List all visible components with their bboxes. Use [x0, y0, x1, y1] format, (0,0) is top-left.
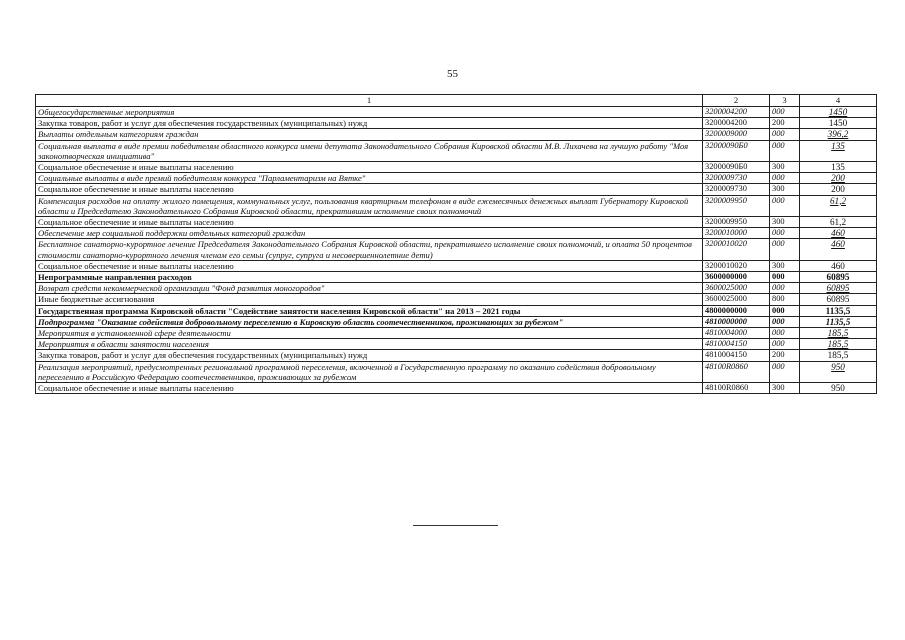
header-code: 2	[703, 95, 770, 107]
row-type: 000	[770, 283, 800, 294]
row-type: 000	[770, 305, 800, 316]
header-sum: 4	[800, 95, 877, 107]
row-type: 000	[770, 129, 800, 140]
row-name: Социальные выплаты в виде премий победителям конкурса "Парламентаризм на Вятке"	[36, 173, 703, 184]
table-row	[36, 239, 877, 260]
table-row	[36, 228, 877, 239]
table-row	[36, 195, 877, 216]
row-type: 300	[770, 383, 800, 394]
row-code: 3200009730	[703, 184, 770, 195]
row-sum: 60895	[800, 272, 877, 283]
table-row	[36, 328, 877, 339]
header-type: 3	[770, 95, 800, 107]
table-row	[36, 316, 877, 327]
row-name: Социальное обеспечение и иные выплаты населению	[36, 383, 703, 394]
table-row	[36, 217, 877, 228]
row-code: 3200004200	[703, 118, 770, 129]
table-row	[36, 184, 877, 195]
row-name: Социальное обеспечение и иные выплаты населению	[36, 260, 703, 271]
table-row	[36, 339, 877, 350]
row-name: Возврат средств некоммерческой организации "Фонд развития моногородов"	[36, 283, 703, 294]
row-name: Компенсация расходов на оплату жилого помещения, коммунальных услуг, пользования квартирным телефоном в виде ежемесячных денежных выплат Губернатору Кировской области и Председателю Законодательного Собрания Кировской области, прекратившим исполнение своих полномочий	[36, 195, 703, 216]
footer-divider	[413, 525, 498, 526]
table-row	[36, 140, 877, 161]
row-name: Закупка товаров, работ и услуг для обеспечения государственных (муниципальных) нужд	[36, 118, 703, 129]
row-name: Бесплатное санаторно-курортное лечение Председателя Законодательного Собрания Кировской области, прекратившего исполнение своих полномочий, и оплата 50 процентов стоимости санаторно-курортного лечения членам его семьи (супруг, супруга и несовершеннолетние дети)	[36, 239, 703, 260]
row-name: Выплаты отдельным категориям граждан	[36, 129, 703, 140]
row-sum: 135	[800, 140, 877, 161]
row-type: 000	[770, 316, 800, 327]
table-row	[36, 173, 877, 184]
page-number: 55	[447, 68, 458, 80]
row-code: 3200009950	[703, 195, 770, 216]
row-code: 4800000000	[703, 305, 770, 316]
row-code: 3600025000	[703, 283, 770, 294]
row-sum: 61,2	[800, 217, 877, 228]
row-sum: 135	[800, 162, 877, 173]
row-type: 000	[770, 173, 800, 184]
row-code: 3200004200	[703, 107, 770, 118]
row-name: Социальная выплата в виде премии победителям областного конкурса имени депутата Законодательного Собрания Кировской области М.В. Лихачева на лучшую работу "Моя законотворческая инициатива"	[36, 140, 703, 161]
row-code: 3200010020	[703, 260, 770, 271]
row-name: Общегосударственные мероприятия	[36, 107, 703, 118]
row-sum: 185,5	[800, 328, 877, 339]
table-row	[36, 129, 877, 140]
row-name: Социальное обеспечение и иные выплаты населению	[36, 162, 703, 173]
row-code: 4810000000	[703, 316, 770, 327]
row-type: 000	[770, 107, 800, 118]
row-code: 4810004000	[703, 328, 770, 339]
row-type: 800	[770, 294, 800, 305]
row-code: 3200009950	[703, 217, 770, 228]
row-name: Социальное обеспечение и иные выплаты населению	[36, 184, 703, 195]
row-type: 000	[770, 339, 800, 350]
row-code: 48100R0860	[703, 383, 770, 394]
row-sum: 1450	[800, 107, 877, 118]
table-row	[36, 361, 877, 382]
row-name: Иные бюджетные ассигнования	[36, 294, 703, 305]
row-name: Государственная программа Кировской области "Содействие занятости населения Кировской области" на 2013 – 2021 годы	[36, 305, 703, 316]
row-type: 000	[770, 140, 800, 161]
row-code: 3600025000	[703, 294, 770, 305]
row-sum: 1450	[800, 118, 877, 129]
row-type: 000	[770, 328, 800, 339]
table-row	[36, 107, 877, 118]
table-row	[36, 383, 877, 394]
row-name: Мероприятия в области занятости населения	[36, 339, 703, 350]
row-code: 3200009730	[703, 173, 770, 184]
row-code: 4810004150	[703, 339, 770, 350]
row-sum: 1135,5	[800, 305, 877, 316]
table-row	[36, 118, 877, 129]
row-sum: 1135,5	[800, 316, 877, 327]
row-sum: 460	[800, 260, 877, 271]
row-sum: 61,2	[800, 195, 877, 216]
row-sum: 185,5	[800, 339, 877, 350]
row-sum: 200	[800, 184, 877, 195]
row-name: Реализация мероприятий, предусмотренных региональной программой переселения, включенной в Государственную программу по оказанию содействия добровольному переселению в Российскую Федерацию соотечественников, проживающих за рубежом	[36, 361, 703, 382]
budget-table	[35, 94, 877, 394]
row-type: 000	[770, 195, 800, 216]
row-sum: 460	[800, 228, 877, 239]
row-type: 300	[770, 162, 800, 173]
table-row	[36, 294, 877, 305]
row-code: 3200010020	[703, 239, 770, 260]
row-code: 32000090Б0	[703, 140, 770, 161]
row-sum: 60895	[800, 283, 877, 294]
row-code: 48100R0860	[703, 361, 770, 382]
row-type: 000	[770, 361, 800, 382]
row-name: Социальное обеспечение и иные выплаты населению	[36, 217, 703, 228]
row-type: 000	[770, 228, 800, 239]
row-code: 3200009000	[703, 129, 770, 140]
row-type: 200	[770, 118, 800, 129]
row-code: 32000090Б0	[703, 162, 770, 173]
row-type: 300	[770, 260, 800, 271]
table-header-row	[36, 95, 877, 107]
row-type: 200	[770, 350, 800, 361]
row-code: 3200010000	[703, 228, 770, 239]
row-name: Закупка товаров, работ и услуг для обеспечения государственных (муниципальных) нужд	[36, 350, 703, 361]
table-row	[36, 305, 877, 316]
row-sum: 185,5	[800, 350, 877, 361]
header-name: 1	[36, 95, 703, 107]
table-row	[36, 272, 877, 283]
table-row	[36, 260, 877, 271]
row-type: 000	[770, 239, 800, 260]
table-row	[36, 283, 877, 294]
row-name: Обеспечение мер социальной поддержки отдельных категорий граждан	[36, 228, 703, 239]
row-sum: 396,2	[800, 129, 877, 140]
table-row	[36, 162, 877, 173]
table-row	[36, 350, 877, 361]
row-type: 300	[770, 217, 800, 228]
row-type: 300	[770, 184, 800, 195]
row-sum: 60895	[800, 294, 877, 305]
row-name: Мероприятия в установленной сфере деятельности	[36, 328, 703, 339]
row-name: Непрограммные направления расходов	[36, 272, 703, 283]
row-sum: 950	[800, 361, 877, 382]
row-code: 3600000000	[703, 272, 770, 283]
row-sum: 460	[800, 239, 877, 260]
table-body	[36, 107, 877, 394]
row-sum: 950	[800, 383, 877, 394]
row-type: 000	[770, 272, 800, 283]
row-name: Подпрограмма "Оказание содействия добровольному переселению в Кировскую область соотечественников, проживающих за рубежом"	[36, 316, 703, 327]
row-code: 4810004150	[703, 350, 770, 361]
row-sum: 200	[800, 173, 877, 184]
